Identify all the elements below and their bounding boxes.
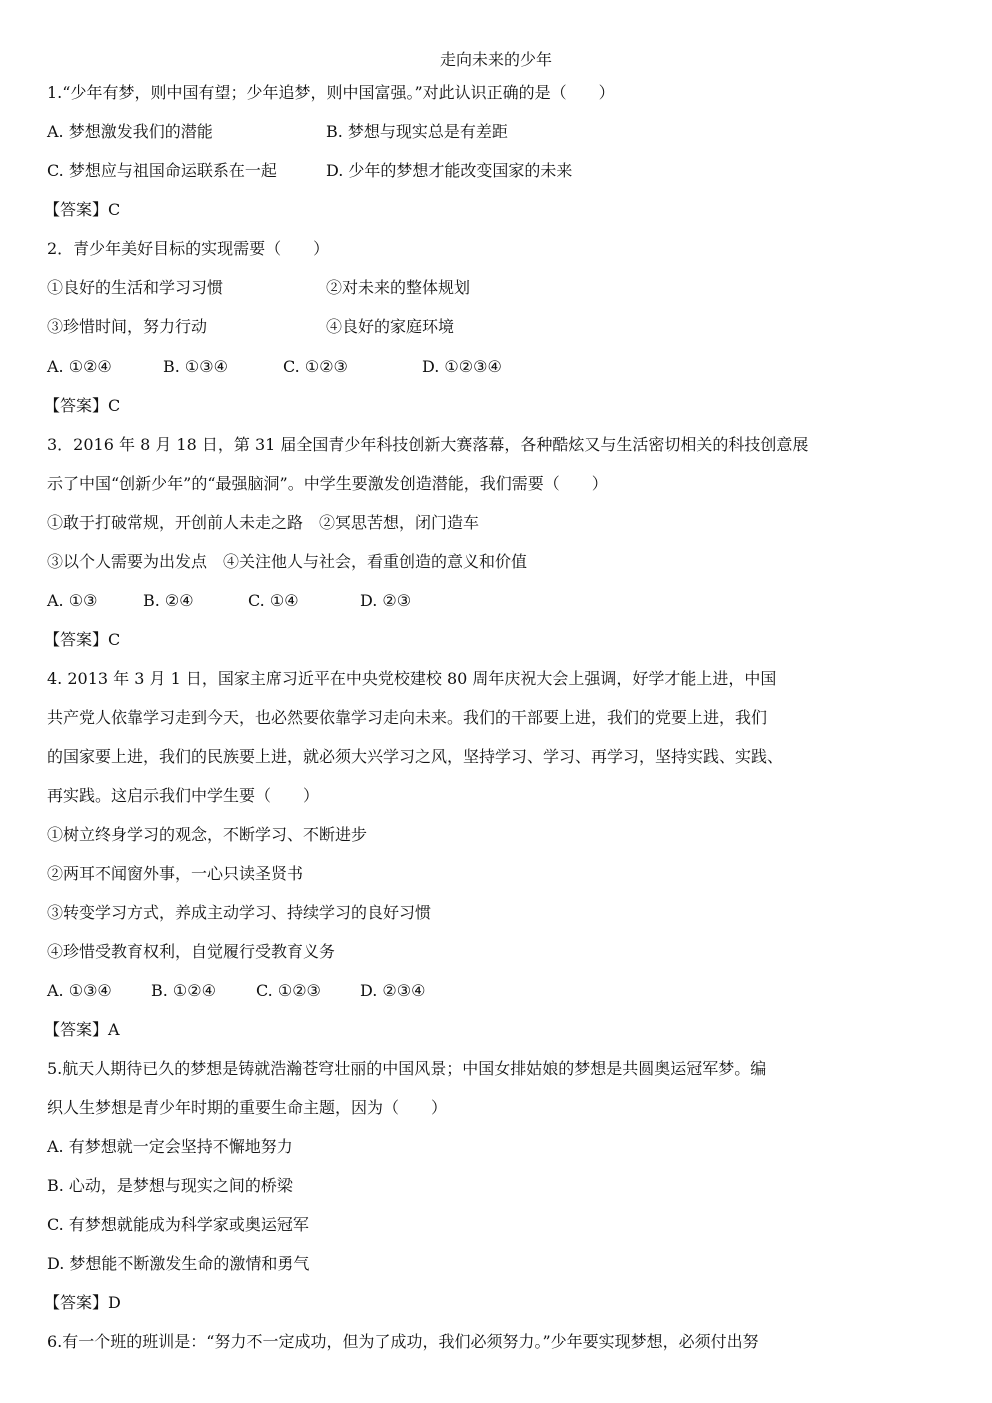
q1-option-a: A. 梦想激发我们的潜能 [47,122,213,141]
q1-answer: 【答案】C [44,200,121,219]
q4-stem-line-3: 的国家要上进，我们的民族要上进，就必须大兴学习之风，坚持学习、学习、再学习，坚持实践、实践、 [47,747,784,766]
q4-statement-2: ②两耳不闻窗外事，一心只读圣贤书 [47,864,304,883]
q5-option-a: A. 有梦想就一定会坚持不懈地努力 [47,1137,293,1156]
q4-stem-line-4: 再实践。这启示我们中学生要（ ） [47,786,320,805]
q1-option-b: B. 梦想与现实总是有差距 [326,122,508,141]
q4-answer: 【答案】A [44,1020,120,1039]
q2-option-b: B. ①③④ [163,357,228,376]
q3-option-c: C. ①④ [248,591,299,610]
q3-answer: 【答案】C [44,630,121,649]
q1-option-c: C. 梦想应与祖国命运联系在一起 [47,161,277,180]
q2-statement-1: ①良好的生活和学习习惯 [47,278,224,297]
document-title: 走向未来的少年 [439,50,552,69]
q2-statement-3: ③珍惜时间，努力行动 [47,317,208,336]
q2-option-d: D. ①②③④ [422,357,502,376]
q5-stem-line-2: 织人生梦想是青少年时期的重要生命主题，因为（ ） [47,1098,448,1117]
q1-stem: 1.“少年有梦，则中国有望；少年追梦，则中国富强。”对此认识正确的是（ ） [47,83,615,102]
q5-option-d: D. 梦想能不断激发生命的激情和勇气 [47,1254,310,1273]
q2-statement-4: ④良好的家庭环境 [326,317,455,336]
q2-option-c: C. ①②③ [283,357,348,376]
q3-option-b: B. ②④ [143,591,194,610]
q4-statement-1: ①树立终身学习的观念，不断学习、不断进步 [47,825,368,844]
q4-stem-line-2: 共产党人依靠学习走到今天，也必然要依靠学习走向未来。我们的干部要上进，我们的党要上进，我们 [47,708,768,727]
q1-option-d: D. 少年的梦想才能改变国家的未来 [326,161,573,180]
q5-option-c: C. 有梦想就能成为科学家或奥运冠军 [47,1215,309,1234]
q3-option-d: D. ②③ [360,591,412,610]
q4-option-b: B. ①②④ [151,981,216,1000]
q4-stem-line-1: 4. 2013 年 3 月 1 日，国家主席习近平在中央党校建校 80 周年庆祝大会上强调，好学才能上进，中国 [47,669,777,688]
q2-option-a: A. ①②④ [47,357,112,376]
q5-stem-line-1: 5.航天人期待已久的梦想是铸就浩瀚苍穹壮丽的中国风景；中国女排姑娘的梦想是共圆奥运冠军梦。编 [47,1059,767,1078]
q5-option-b: B. 心动，是梦想与现实之间的桥梁 [47,1176,293,1195]
q5-answer: 【答案】D [44,1293,121,1312]
q3-stem-line-1: 3．2016 年 8 月 18 日，第 31 届全国青少年科技创新大赛落幕，各种酷炫又与生活密切相关的科技创意展 [47,435,809,454]
q3-option-a: A. ①③ [47,591,98,610]
q4-option-d: D. ②③④ [360,981,426,1000]
q2-stem: 2．青少年美好目标的实现需要（ ） [47,239,330,258]
q3-stem-line-2: 示了中国“创新少年”的“最强脑洞”。中学生要激发创造潜能，我们需要（ ） [47,474,608,493]
q2-answer: 【答案】C [44,396,121,415]
q2-statement-2: ②对未来的整体规划 [326,278,471,297]
q4-option-c: C. ①②③ [256,981,321,1000]
q4-option-a: A. ①③④ [47,981,112,1000]
q6-stem-line-1: 6.有一个班的班训是：“努力不一定成功，但为了成功，我们必须努力。”少年要实现梦想，必须付出努 [47,1332,759,1351]
q4-statement-4: ④珍惜受教育权利，自觉履行受教育义务 [47,942,336,961]
q3-statements-1-2: ①敢于打破常规，开创前人未走之路 ②冥思苦想，闭门造车 [47,513,480,532]
q3-statements-3-4: ③以个人需要为出发点 ④关注他人与社会，看重创造的意义和价值 [47,552,528,571]
q4-statement-3: ③转变学习方式，养成主动学习、持续学习的良好习惯 [47,903,432,922]
